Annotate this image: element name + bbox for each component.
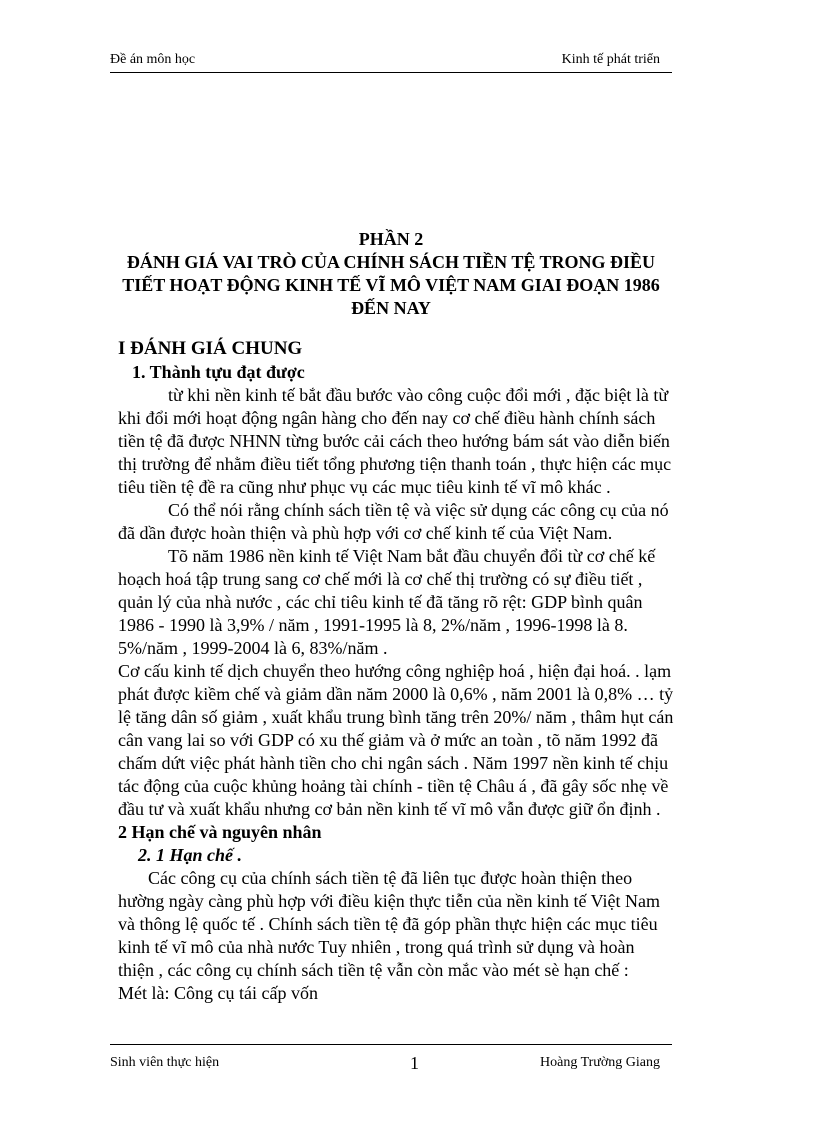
paragraph-gdp-growth: [118, 545, 698, 660]
text-line: hường ngày càng phù hợp với điều kiện thực tiễn của nền kinh tế Việt Nam: [118, 891, 661, 911]
text-line: Tõ năm 1986 nền kinh tế Việt Nam bắt đầu chuyển đổi từ cơ chế kế: [168, 546, 656, 566]
page-number: 1: [410, 1053, 419, 1073]
text-line: kinh tế vĩ mô của nhà nước Tuy nhiên , trong quá trình sử dụng và hoàn: [118, 937, 635, 957]
text-line: khi đổi mới hoạt động ngân hàng cho đến nay cơ chế điều hành chính sách: [118, 408, 656, 428]
text-line: đã dần được hoàn thiện và phù hợp với cơ chế kinh tế của Việt Nam.: [118, 523, 613, 543]
text-line: tiêu tiền tệ đề ra cũng như phục vụ các mục tiêu kinh tế vĩ mô khác .: [118, 477, 611, 497]
text-line: và thông lệ quốc tế . Chính sách tiền tệ đã góp phần thực hiện các mục tiêu: [118, 914, 658, 934]
subsection-heading-limitations: 2 Hạn chế và nguyên nhân: [118, 822, 322, 842]
text-line: Các công cụ của chính sách tiền tệ đã liên tục được hoàn thiện theo: [148, 868, 633, 888]
text-line: 5%/năm , 1999-2004 là 6, 83%/năm .: [118, 638, 388, 658]
paragraph-achievements-intro: [118, 384, 698, 499]
text-line: đầu tư và xuất khẩu nhưng cơ bản nền kinh tế vĩ mô vẫn được giữ ổn định .: [118, 799, 661, 819]
text-line: tác động của cuộc khủng hoảng tài chính - tiền tệ Châu á , đã gây sốc nhẹ về: [118, 776, 669, 796]
page-footer: [110, 1044, 672, 1075]
part-title-block: [110, 228, 672, 320]
text-line: phát được kiềm chế và giảm dần năm 2000 là 0,6% , năm 2001 là 0,8% … tỷ: [118, 684, 674, 704]
subsubsection-heading-limitations: 2. 1 Hạn chế .: [138, 845, 243, 865]
text-line: Có thể nói rằng chính sách tiền tệ và việc sử dụng các công cụ của nó: [168, 500, 669, 520]
footer-author-label: Sinh viên thực hiện: [110, 1055, 220, 1070]
text-line: thị trường để nhằm điều tiết tổng phương tiện thanh toán , thực hiện các mục: [118, 454, 672, 474]
part-title-line-3: ĐẾN NAY: [351, 298, 431, 318]
header-left: Đề án môn học: [110, 52, 196, 67]
paragraph-economic-structure: [118, 660, 698, 821]
page-header: [110, 52, 672, 73]
text-line: quản lý của nhà nước , các chỉ tiêu kinh tế đã tăng rõ rệt: GDP bình quân: [118, 592, 643, 612]
text-line: Cơ cấu kinh tế dịch chuyển theo hướng công nghiệp hoá , hiện đại hoá. . lạm: [118, 661, 672, 681]
text-line: thiện , các công cụ chính sách tiền tệ vẫn còn mắc vào mét sè hạn chế :: [118, 960, 629, 980]
footer-author-name: Hoàng Trường Giang: [540, 1055, 660, 1070]
section-heading: I ĐÁNH GIÁ CHUNG: [118, 338, 303, 359]
text-line: hoạch hoá tập trung sang cơ chế mới là cơ chế thị trường có sự điều tiết ,: [118, 569, 643, 589]
paragraph-policy-tools: [118, 499, 698, 545]
paragraph-limitations: [118, 867, 698, 1005]
part-title-line-1: ĐÁNH GIÁ VAI TRÒ CỦA CHÍNH SÁCH TIỀN TỆ TRONG ĐIỀU: [126, 252, 656, 272]
text-line: cân vang lai so với GDP có xu thế giảm và ở mức an toàn , tõ năm 1992 đã: [118, 730, 659, 750]
text-line: 1986 - 1990 là 3,9% / năm , 1991-1995 là 8, 2%/năm , 1996-1998 là 8.: [118, 615, 628, 635]
document-body: [118, 337, 698, 1005]
part-number: PHẦN 2: [358, 229, 424, 249]
header-right: Kinh tế phát triển: [561, 52, 660, 67]
subsection-heading-achievements: 1. Thành tựu đạt được: [132, 362, 305, 382]
text-line: từ khi nền kinh tế bắt đầu bước vào công cuộc đổi mới , đặc biệt là từ: [168, 385, 669, 405]
text-line: Mét là: Công cụ tái cấp vốn: [118, 983, 318, 1003]
part-title-line-2: TIẾT HOẠT ĐỘNG KINH TẾ VĨ MÔ VIỆT NAM GIAI ĐOẠN 1986: [122, 275, 660, 295]
text-line: chấm dứt việc phát hành tiền cho chi ngân sách . Năm 1997 nền kinh tế chịu: [118, 753, 669, 773]
text-line: tiền tệ đã được NHNN từng bước cải cách theo hướng bám sát vào diễn biến: [118, 431, 670, 451]
text-line: lệ tăng dân số giảm , xuất khẩu trung bình tăng trên 20%/ năm , thâm hụt cán: [118, 707, 674, 727]
